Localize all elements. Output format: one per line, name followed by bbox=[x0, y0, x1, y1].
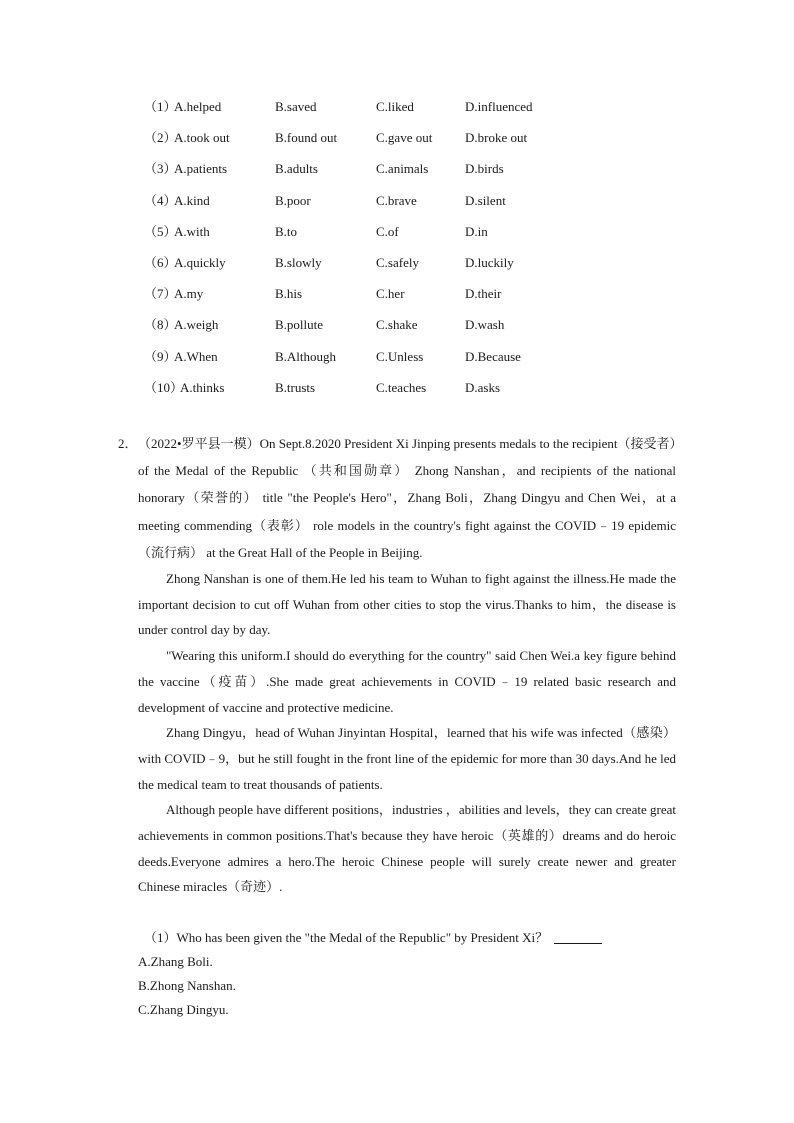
option-d: D.in bbox=[465, 223, 488, 239]
option-a: A.kind bbox=[174, 192, 210, 208]
option-c: C.shake bbox=[376, 317, 418, 333]
option-a: A.patients bbox=[174, 161, 228, 177]
option-c: C.her bbox=[376, 286, 405, 302]
option-a: A.helped bbox=[174, 99, 222, 114]
option-b: B.adults bbox=[275, 161, 318, 177]
option-a: A.quickly bbox=[174, 254, 226, 270]
option-b: B.to bbox=[275, 223, 298, 239]
question-number: （3） bbox=[144, 161, 177, 177]
option-a: A.weigh bbox=[174, 317, 219, 333]
option-c: C.teaches bbox=[376, 379, 427, 395]
option-d: D.silent bbox=[465, 192, 506, 208]
choice-c[interactable]: C.Zhang Dingyu. bbox=[138, 1002, 229, 1017]
passage-paragraph: Zhang Dingyu，head of Wuhan Jinyintan Hospital，learned that his wife was infected（感染）with COVID﹣9，but he still fought in the front line of the epidemic for more than 30 days.And he led the medical team to treat thousands of patients. bbox=[138, 725, 676, 792]
option-c: C.of bbox=[376, 223, 399, 239]
question-number: （2） bbox=[144, 130, 177, 146]
option-a: A.thinks bbox=[180, 379, 225, 395]
option-b: B.found out bbox=[275, 130, 338, 146]
option-b: B.his bbox=[275, 286, 303, 302]
option-b: B.poor bbox=[275, 192, 311, 208]
question-number: （7） bbox=[144, 286, 177, 302]
option-d: D.luckily bbox=[465, 254, 514, 270]
option-c: C.animals bbox=[376, 161, 429, 177]
option-a: A.took out bbox=[174, 130, 230, 146]
option-a: A.When bbox=[174, 348, 218, 364]
stem-text: （1）Who has been given the "the Medal of the Republic" by President Xi？ bbox=[144, 930, 549, 945]
sub-question-stem bbox=[138, 926, 678, 950]
choice-b[interactable]: B.Zhong Nanshan. bbox=[138, 978, 236, 993]
option-c: C.gave out bbox=[376, 130, 433, 146]
option-d: D.birds bbox=[465, 161, 504, 177]
question-number: （8） bbox=[144, 317, 177, 333]
sub-question-1 bbox=[138, 926, 678, 1022]
intro-text: On Sept.8.2020 President Xi Jinping presents medals to the recipient（接受者）of the Medal of the Republic （共和国勋章） Zhong Nanshan，and recipients of the national honorary（荣誉的） title "the People's Hero"，Zhang Boli，Zhang Dingyu and Chen Wei，at a meeting commending（表彰） role models in the country's fight against the COVID﹣19 epidemic（流行病） at the Great Hall of the People in Beijing. bbox=[138, 436, 676, 560]
option-a: A.my bbox=[174, 286, 204, 302]
passage-paragraph: Although people have different positions，industries ，abilities and levels，they can create great achievements in common positions.That's because they have heroic（英雄的）dreams and do heroic deeds.Everyone admires a hero.The heroic Chinese people will surely create newer and greater Chinese miracles（奇迹）. bbox=[138, 802, 676, 895]
option-a: A.with bbox=[174, 223, 210, 239]
answer-blank[interactable] bbox=[554, 929, 602, 944]
option-b: B.trusts bbox=[275, 379, 316, 395]
option-d: D.wash bbox=[465, 317, 505, 333]
option-c: C.Unless bbox=[376, 348, 424, 364]
passage-paragraph: "Wearing this uniform.I should do everything for the country" said Chen Wei.a key figure behind the vaccine（疫苗）.She made great achievements in COVID﹣19 related basic research and development of vaccine and protective medicine. bbox=[138, 648, 676, 715]
passage-intro bbox=[138, 430, 676, 566]
option-d: D.Because bbox=[465, 348, 521, 364]
question-number: （6） bbox=[144, 254, 177, 270]
option-b: B.saved bbox=[275, 99, 317, 114]
question-number: （4） bbox=[144, 192, 177, 208]
option-b: B.pollute bbox=[275, 317, 324, 333]
option-c: C.safely bbox=[376, 254, 419, 270]
choice-a[interactable]: A.Zhang Boli. bbox=[138, 954, 213, 969]
option-d: D.influenced bbox=[465, 99, 533, 114]
question-number: （10） bbox=[144, 379, 184, 395]
option-d: D.broke out bbox=[465, 130, 528, 146]
question-number: （5） bbox=[144, 223, 177, 239]
option-c: C.brave bbox=[376, 192, 417, 208]
option-b: B.slowly bbox=[275, 254, 322, 270]
passage-paragraph: Zhong Nanshan is one of them.He led his team to Wuhan to fight against the illness.He made the important decision to cut off Wuhan from other cities to stop the virus.Thanks to him，the disease is under control day by day. bbox=[138, 571, 676, 638]
question-source: （2022•罗平县一模） bbox=[138, 436, 260, 451]
option-d: D.their bbox=[465, 286, 502, 302]
option-d: D.asks bbox=[465, 379, 501, 395]
question-2-passage bbox=[138, 430, 676, 900]
question-number: （1） bbox=[144, 99, 177, 114]
option-c: C.liked bbox=[376, 99, 414, 114]
option-b: B.Although bbox=[275, 348, 337, 364]
question-2-number: 2． bbox=[118, 436, 138, 451]
question-number: （9） bbox=[144, 348, 177, 364]
